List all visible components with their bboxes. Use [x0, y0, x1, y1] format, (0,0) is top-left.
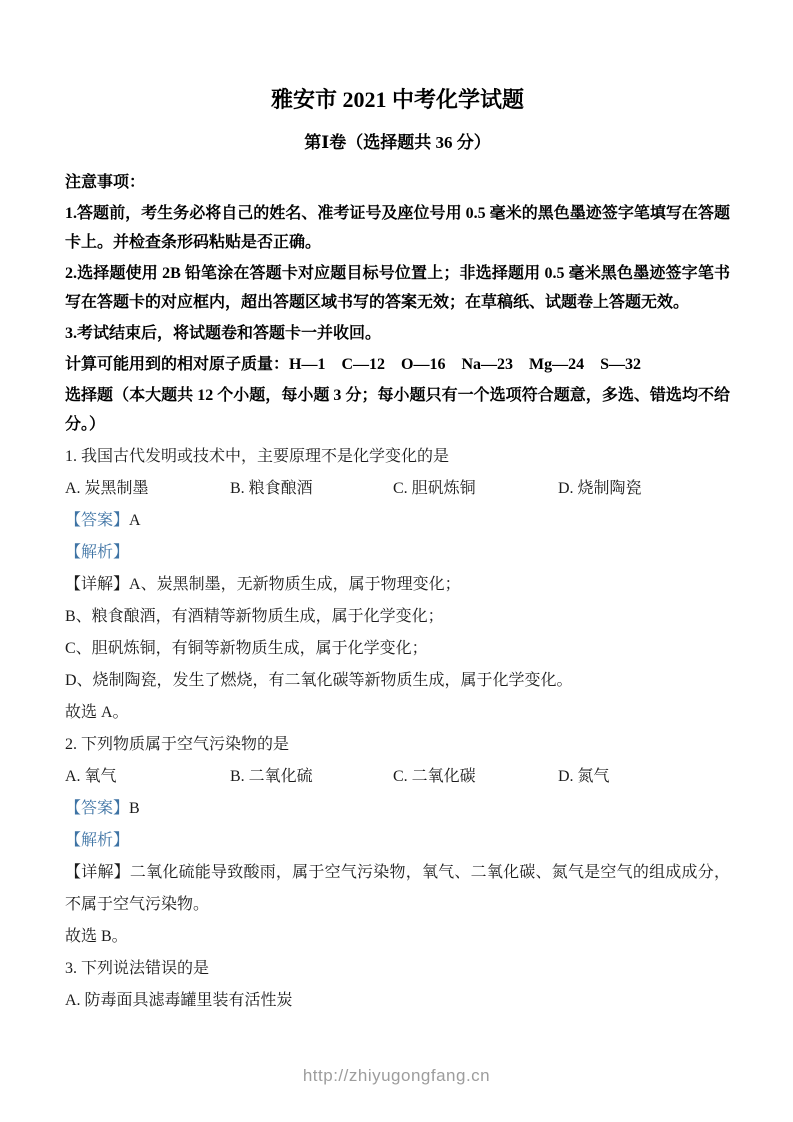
question-2-option-d: D. 氮气 [558, 768, 610, 785]
question-1-analysis-line [65, 537, 730, 569]
analysis-label: 【解析】 [65, 832, 130, 849]
detail-text-a: A、炭黑制墨，无新物质生成，属于物理变化； [129, 576, 461, 593]
question-1-option-d: D. 烧制陶瓷 [558, 480, 642, 497]
question-1-option-c: C. 胆矾炼铜 [393, 480, 476, 497]
detail-text: 二氧化硫能导致酸雨，属于空气污染物，氧气、二氧化碳、氮气是空气的组成成分，不属于空气污染物。 [65, 864, 730, 913]
question-2 [65, 729, 730, 953]
atomic-mass-note: 计算可能用到的相对原子质量：H—1 C—12 O—16 Na—23 Mg—24 S—32 [65, 356, 642, 373]
question-2-detail-line [65, 857, 730, 921]
question-2-analysis-line [65, 825, 730, 857]
notice-heading: 注意事项： [65, 174, 146, 191]
notice-item-3: 3.考试结束后，将试题卷和答题卡一并收回。 [65, 325, 382, 342]
answer-label: 【答案】 [65, 800, 130, 817]
notice-item-1: 1.答题前，考生务必将自己的姓名、准考证号及座位号用 0.5 毫米的黑色墨迹签字笔填写在答题卡上。并检查条形码粘贴是否正确。 [65, 205, 730, 251]
question-1-text: 1. 我国古代发明或技术中，主要原理不是化学变化的是 [65, 448, 450, 465]
questions-section [65, 441, 730, 1017]
question-2-conclusion: 故选 B。 [65, 928, 128, 945]
page-title: 雅安市 2021 中考化学试题 [270, 87, 524, 112]
question-1-detail-line-d: D、烧制陶瓷，发生了燃烧，有二氧化碳等新物质生成，属于化学变化。 [65, 672, 573, 689]
question-1-detail-line-a [65, 569, 730, 601]
detail-label: 【详解】 [65, 576, 130, 593]
question-3 [65, 953, 730, 1017]
detail-label: 【详解】 [65, 864, 130, 881]
question-1-options [65, 473, 730, 505]
question-3-text: 3. 下列说法错误的是 [65, 960, 210, 977]
question-3-option-a: A. 防毒面具滤毒罐里装有活性炭 [65, 992, 293, 1009]
question-2-answer-value: B [129, 800, 140, 817]
notice-section [65, 168, 730, 439]
question-1-answer-line [65, 505, 730, 537]
analysis-label: 【解析】 [65, 544, 130, 561]
notice-item-2: 2.选择题使用 2B 铅笔涂在答题卡对应题目标号位置上；非选择题用 0.5 毫米黑色墨迹签字笔书写在答题卡的对应框内，超出答题区域书写的答案无效；在草稿纸、试题卷上答题无效。 [65, 265, 730, 311]
question-1-answer-value: A [129, 512, 141, 529]
question-2-option-c: C. 二氧化碳 [393, 768, 476, 785]
question-2-options [65, 761, 730, 793]
answer-label: 【答案】 [65, 512, 130, 529]
question-1-option-b: B. 粮食酿酒 [230, 480, 313, 497]
watermark-url: http://zhiyugongfang.cn [302, 1066, 491, 1085]
question-2-text: 2. 下列物质属于空气污染物的是 [65, 736, 290, 753]
question-2-option-b: B. 二氧化硫 [230, 768, 313, 785]
question-1-option-a: A. 炭黑制墨 [65, 480, 149, 497]
question-1-conclusion: 故选 A。 [65, 704, 129, 721]
question-1-detail-line-b: B、粮食酿酒，有酒精等新物质生成，属于化学变化； [65, 608, 444, 625]
section-title: 第Ⅰ卷（选择题共 36 分） [304, 133, 491, 152]
question-1 [65, 441, 730, 729]
question-2-option-a: A. 氧气 [65, 768, 117, 785]
question-2-answer-line [65, 793, 730, 825]
question-1-detail-line-c: C、胆矾炼铜，有铜等新物质生成，属于化学变化； [65, 640, 428, 657]
choice-instructions: 选择题（本大题共 12 个小题，每小题 3 分；每小题只有一个选项符合题意，多选、错选均不给分。） [65, 387, 730, 433]
